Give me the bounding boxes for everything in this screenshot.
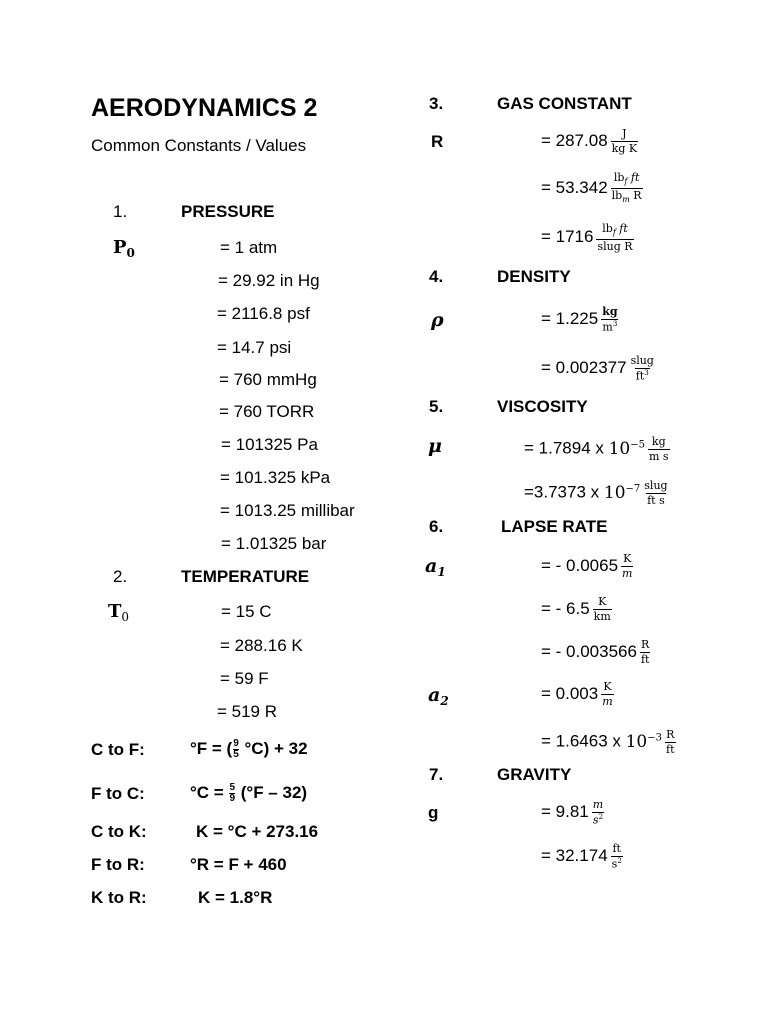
lapse-rate-value: = - 0.003566 $\frac{R}{ft}$ (541, 638, 650, 667)
lapse-rate-value: = 1.6463 x $10^{-3}$ $\frac{R}{ft}$ (541, 728, 675, 756)
pressure-value: = 101325 Pa (221, 435, 318, 454)
section-number-pressure: 1. (113, 202, 128, 221)
pressure-value: = 14.7 psi (217, 338, 292, 357)
section-heading-lapse-rate: LAPSE RATE (501, 517, 608, 536)
symbol-a1: $a_1$ (425, 555, 446, 579)
section-number-viscosity: 5. (429, 397, 444, 416)
symbol-a2: $a_2$ (428, 684, 449, 708)
lapse-rate-value: = - 6.5 $\frac{K}{km}$ (541, 595, 611, 624)
gravity-value: = 32.174 $\frac{ft}{s^2}$ (541, 842, 622, 871)
density-value: = 1.225 $\frac{kg}{m^3}$ (541, 305, 618, 334)
temperature-value: = 288.16 K (220, 636, 303, 655)
conversion-label-c-to-f: C to F: (91, 740, 145, 759)
page-title: AERODYNAMICS 2 (91, 94, 318, 122)
section-number-gas-constant: 3. (429, 94, 444, 113)
section-heading-pressure: PRESSURE (181, 202, 275, 221)
conversion-formula-f-to-c: °C = $\frac{5}{9}$ (°F – 32) (190, 782, 308, 805)
conversion-label-k-to-r: K to R: (91, 888, 147, 907)
section-number-density: 4. (429, 267, 444, 286)
gas-constant-value: = 1716 $\frac{lb_f ft}{\text{slug R}}$ (541, 221, 633, 253)
lapse-rate-value: = - 0.0065 $\frac{K}{m}$ (541, 552, 633, 581)
gas-constant-value: = 53.342 $\frac{lb_f ft}{lb_m R}$ (541, 171, 642, 205)
page-subtitle: Common Constants / Values (91, 136, 307, 155)
symbol-rho: ρ (431, 309, 444, 331)
section-number-lapse-rate: 6. (429, 517, 444, 536)
pressure-value: = 1.01325 bar (221, 534, 327, 553)
pressure-value: = 101.325 kPa (220, 468, 331, 487)
gravity-value: = 9.81 $\frac{m}{s^2}$ (541, 798, 604, 827)
viscosity-value: = 1.7894 x $10^{-5}$ $\frac{kg}{\text{m s}}$ (524, 435, 669, 463)
conversion-formula-k-to-r: K = 1.8°R (198, 888, 273, 907)
section-heading-density: DENSITY (497, 267, 571, 286)
conversion-label-c-to-k: C to K: (91, 822, 147, 841)
viscosity-value: =3.7373 x $10^{-7}$ $\frac{\text{slug}}{\text{ft s}}$ (524, 479, 668, 507)
pressure-value: = 29.92 in Hg (218, 271, 320, 290)
conversion-label-f-to-r: F to R: (91, 855, 145, 874)
symbol-p0: $P_0$ (113, 237, 135, 260)
symbol-t0: $T_0$ (108, 601, 130, 624)
section-heading-gravity: GRAVITY (497, 765, 572, 784)
section-heading-viscosity: VISCOSITY (497, 397, 588, 416)
pressure-value: = 760 mmHg (219, 370, 317, 389)
pressure-value: = 760 TORR (219, 402, 315, 421)
temperature-value: = 519 R (217, 702, 278, 721)
conversion-formula-c-to-f: °F = ( $\frac{9}{5}$ °C) + 32 (190, 738, 308, 761)
pressure-value: = 1 atm (220, 238, 278, 257)
conversion-formula-f-to-r: °R = F + 460 (190, 855, 287, 874)
symbol-mu: μ (428, 435, 442, 457)
pressure-value: = 2116.8 psf (217, 304, 310, 323)
symbol-r: R (431, 132, 444, 151)
conversion-formula-c-to-k: K = °C + 273.16 (196, 822, 319, 841)
gas-constant-value: = 287.08 $\frac{J}{\text{kg K}}$ (541, 127, 638, 156)
temperature-value: = 59 F (220, 669, 269, 688)
symbol-g: g (428, 803, 439, 822)
pressure-value: = 1013.25 millibar (220, 501, 355, 520)
section-number-gravity: 7. (429, 765, 444, 784)
section-number-temperature: 2. (113, 567, 128, 586)
temperature-value: = 15 C (221, 602, 272, 621)
section-heading-temperature: TEMPERATURE (181, 567, 310, 586)
lapse-rate-value: = 0.003 $\frac{K}{m}$ (541, 680, 613, 709)
density-value: = 0.002377 $\frac{\text{slug}}{ft^3}$ (541, 354, 654, 383)
section-heading-gas-constant: GAS CONSTANT (497, 94, 632, 113)
conversion-label-f-to-c: F to C: (91, 784, 145, 803)
